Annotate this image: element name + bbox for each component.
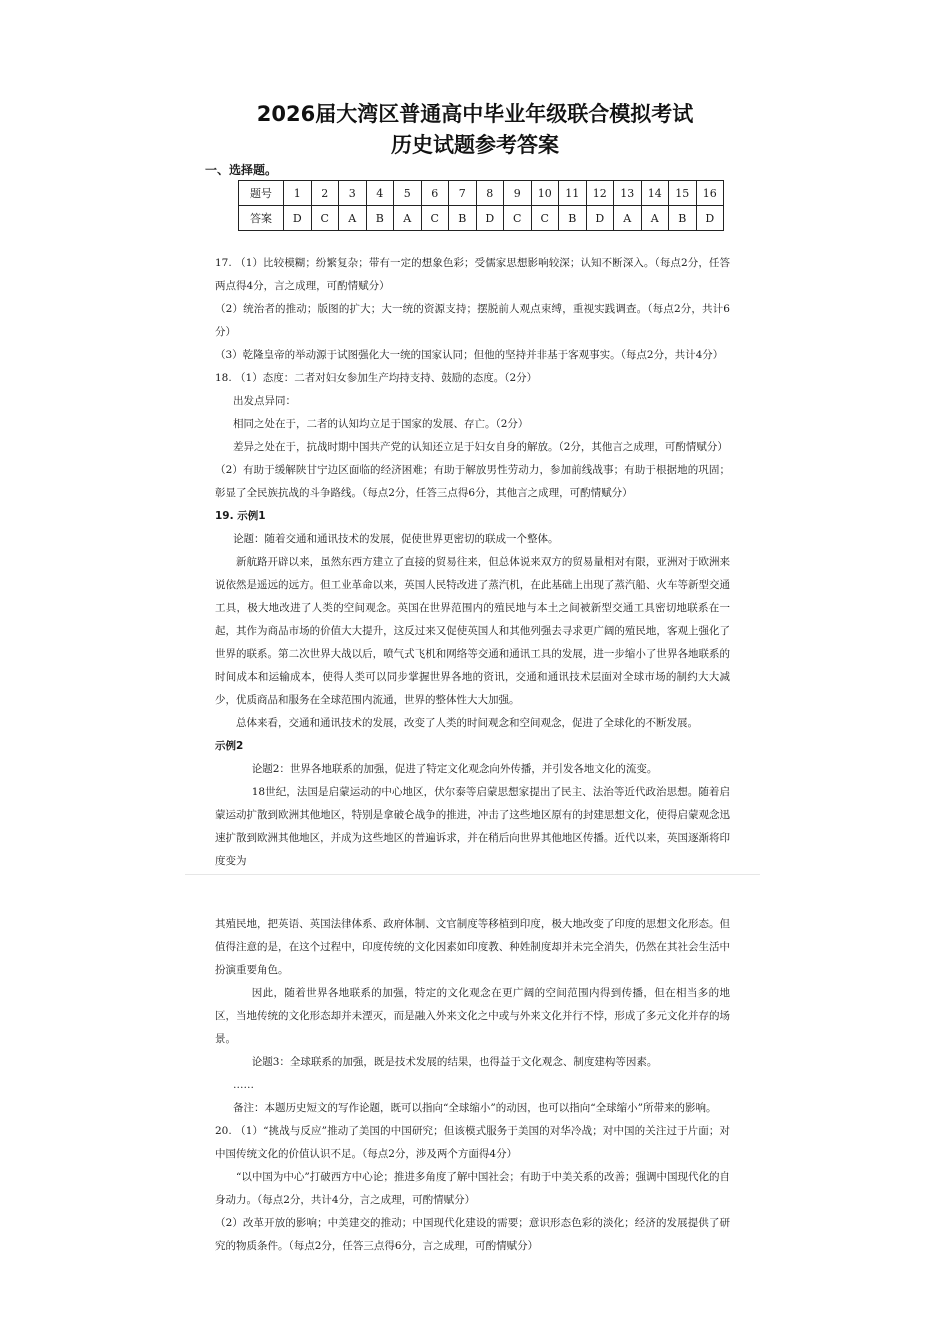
q19-example1-heading: 19. 示例1 bbox=[215, 510, 266, 522]
page-break-line bbox=[185, 874, 760, 875]
question-number: 14 bbox=[641, 181, 669, 206]
question-number: 8 bbox=[476, 181, 504, 206]
q18-part1: 18. （1）态度：二者对妇女参加生产均持支持、鼓励的态度。（2分） bbox=[215, 372, 538, 384]
answers-19-20 bbox=[215, 913, 730, 1258]
q19-paragraph3: 其殖民地，把英语、英国法律体系、政府体制、文官制度等移植到印度，极大地改变了印度的思想文化形态。但值得注意的是，在这个过程中，印度传统的文化因素如印度教、种姓制度却并未完全消失，仍然在其社会生活中扮演重要角色。 bbox=[215, 918, 730, 976]
q19-paragraph1: 新航路开辟以来，虽然东西方建立了直接的贸易往来，但总体说来双方的贸易量相对有限，亚洲对于欧洲来说依然是遥远的远方。但工业革命以来，英国人民特改进了蒸汽机，在此基础上出现了蒸汽船、火车等新型交通工具，极大地改进了人类的空间观念。英国在世界范围内的殖民地与本土之间被新型交通工具密切地联系在一起，其作为商品市场的价值大大提升，这反过来又促使英国人和其他列强去寻求更广阔的殖民地，客观上强化了世界的联系。第二次世界大战以后，喷气式飞机和网络等交通和通讯工具的发展，进一步缩小了世界各地联系的时间成本和运输成本，使得人类可以同步掌握世界各地的资讯，交通和通讯技术层面对全球市场的制约大大减少，优质商品和服务在全球范围内流通，世界的整体性大大加强。 bbox=[215, 556, 730, 706]
row-label-number: 题号 bbox=[239, 181, 284, 206]
answer-cell: D bbox=[586, 206, 614, 231]
q17-part1: 17. （1）比较模糊；纷繁复杂；带有一定的想象色彩；受儒家思想影响较深；认知不断深入。（每点2分，任答两点得4分，言之成理，可酌情赋分） bbox=[215, 257, 730, 292]
q20-part1: 20. （1）“挑战与反应”推动了美国的中国研究；但该模式服务于美国的对华冷战；对中国的关注过于片面；对中国传统文化的价值认识不足。（每点2分，涉及两个方面得4分） bbox=[215, 1125, 730, 1160]
answer-cell: B bbox=[449, 206, 477, 231]
question-number: 10 bbox=[531, 181, 559, 206]
answer-cell: C bbox=[531, 206, 559, 231]
question-number: 4 bbox=[366, 181, 394, 206]
answer-cell: D bbox=[476, 206, 504, 231]
q20-part2: （2）改革开放的影响；中美建交的推动；中国现代化建设的需要；意识形态色彩的淡化；经济的发展提供了研究的物质条件。（每点2分，任答三点得6分，言之成理，可酌情赋分） bbox=[215, 1217, 730, 1252]
q18-part2: （2）有助于缓解陕甘宁边区面临的经济困难；有助于解放男性劳动力，参加前线战事；有助于根据地的巩固；彰显了全民族抗战的斗争路线。（每点2分，任答三点得6分，其他言之成理，可酌情赋分） bbox=[215, 464, 730, 499]
question-number: 15 bbox=[669, 181, 697, 206]
answer-cell: D bbox=[284, 206, 312, 231]
answer-cell: B bbox=[366, 206, 394, 231]
answer-cell: C bbox=[311, 206, 339, 231]
q19-paragraph2: 18世纪，法国是启蒙运动的中心地区，伏尔泰等启蒙思想家提出了民主、法治等近代政治思想。随着启蒙运动扩散到欧洲其他地区，特别是拿破仑战争的推进，冲击了这些地区原有的封建思想文化，使得启蒙观念迅速扩散到欧洲其他地区，并成为这些地区的普遍诉求，并在稍后向世界其他地区传播。近代以来，英国逐渐将印度变为 bbox=[215, 786, 730, 867]
answer-cell: A bbox=[641, 206, 669, 231]
q19-note: 备注：本题历史短文的写作论题，既可以指向“全球缩小”的动因，也可以指向“全球缩小”所带来的影响。 bbox=[233, 1102, 717, 1114]
answer-cell: C bbox=[421, 206, 449, 231]
question-number: 13 bbox=[614, 181, 642, 206]
question-number: 6 bbox=[421, 181, 449, 206]
answer-cell: D bbox=[696, 206, 724, 231]
question-number: 3 bbox=[339, 181, 367, 206]
question-number: 2 bbox=[311, 181, 339, 206]
question-number: 5 bbox=[394, 181, 422, 206]
question-number-row bbox=[239, 181, 724, 206]
q19-example2-heading: 示例2 bbox=[215, 740, 244, 752]
section-heading-choice: 一、选择题。 bbox=[205, 163, 278, 177]
q19-conclusion2: 因此，随着世界各地联系的加强，特定的文化观念在更广阔的空间范围内得到传播，但在相当多的地区，当地传统的文化形态却并未湮灭，而是融入外来文化之中或与外来文化并行不悖，形成了多元文化并存的场景。 bbox=[215, 987, 730, 1045]
answers-17-18 bbox=[215, 252, 730, 873]
answer-cell: C bbox=[504, 206, 532, 231]
answer-cell: A bbox=[339, 206, 367, 231]
question-number: 12 bbox=[586, 181, 614, 206]
q17-part2: （2）统治者的推动；版图的扩大；大一统的资源支持；摆脱前人观点束缚，重视实践调查。（每点2分，共计6分） bbox=[215, 303, 730, 338]
question-number: 7 bbox=[449, 181, 477, 206]
q19-thesis2: 论题2：世界各地联系的加强，促进了特定文化观念向外传播，并引发各地文化的流变。 bbox=[251, 763, 658, 775]
q19-thesis1: 论题：随着交通和通讯技术的发展，促使世界更密切的联成一个整体。 bbox=[233, 533, 559, 545]
answer-cell: B bbox=[559, 206, 587, 231]
document-title: 2026届大湾区普通高中毕业年级联合模拟考试 bbox=[256, 102, 694, 126]
answer-table bbox=[238, 180, 724, 231]
question-number: 11 bbox=[559, 181, 587, 206]
q20-part1-b: “以中国为中心”打破西方中心论；推进多角度了解中国社会；有助于中美关系的改善；强调中国现代化的自身动力。（每点2分，共计4分，言之成理，可酌情赋分） bbox=[215, 1171, 730, 1206]
question-number: 1 bbox=[284, 181, 312, 206]
answer-cell: B bbox=[669, 206, 697, 231]
document-subtitle: 历史试题参考答案 bbox=[391, 133, 559, 157]
question-number: 9 bbox=[504, 181, 532, 206]
q19-thesis3: 论题3：全球联系的加强，既是技术发展的结果，也得益于文化观念、制度建构等因素。 bbox=[251, 1056, 658, 1068]
q18-subheading: 出发点异同： bbox=[233, 395, 296, 407]
q17-part3: （3）乾隆皇帝的举动源于试图强化大一统的国家认同；但他的坚持并非基于客观事实。（每点2分，共计4分） bbox=[215, 349, 724, 361]
q18-similarity: 相同之处在于，二者的认知均立足于国家的发展、存亡。（2分） bbox=[233, 418, 529, 430]
answer-row bbox=[239, 206, 724, 231]
q18-difference: 差异之处在于，抗战时期中国共产党的认知还立足于妇女自身的解放。（2分，其他言之成理，可酌情赋分） bbox=[233, 441, 728, 453]
row-label-answer: 答案 bbox=[239, 206, 284, 231]
answer-cell: A bbox=[394, 206, 422, 231]
question-number: 16 bbox=[696, 181, 724, 206]
answer-cell: A bbox=[614, 206, 642, 231]
q19-conclusion1: 总体来看，交通和通讯技术的发展，改变了人类的时间观念和空间观念，促进了全球化的不断发展。 bbox=[236, 717, 698, 729]
q19-ellipsis: …… bbox=[233, 1079, 254, 1091]
